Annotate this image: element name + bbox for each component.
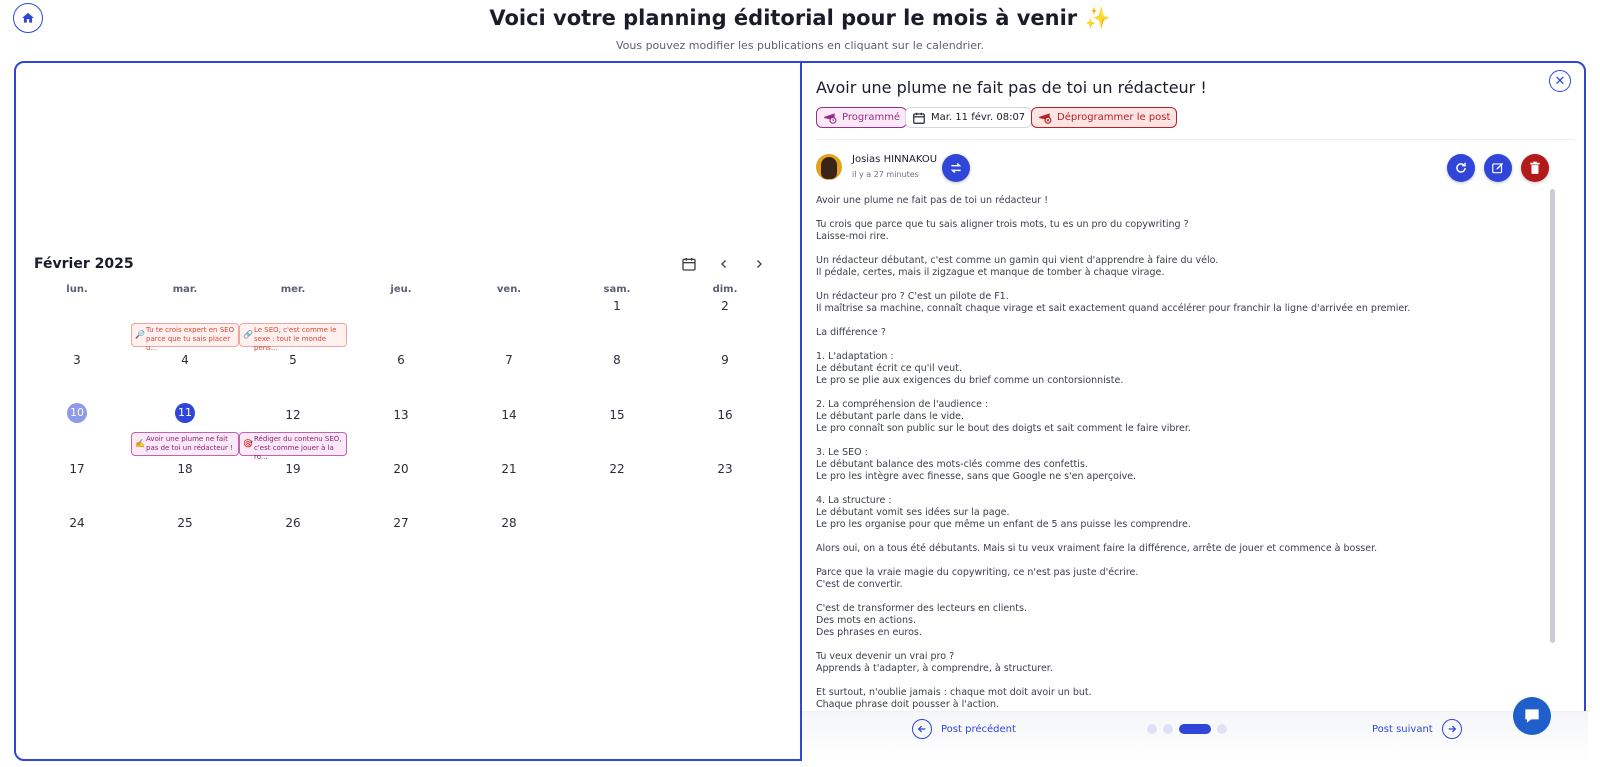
prev-month-button[interactable] <box>713 253 735 275</box>
target-icon: 🎯 <box>243 439 253 448</box>
page-title: Voici votre planning éditorial pour le mois à venir ✨ <box>489 6 1111 30</box>
calendar-panel <box>16 63 802 759</box>
edit-icon <box>1491 161 1505 175</box>
calendar-day[interactable]: 23 <box>717 462 733 476</box>
paragraph: 3. Le SEO : Le débutant balance des mots-clés comme des confettis. Le pro les intègre avec finesse, sans que Google ne s'en aperçoive. <box>816 447 1137 482</box>
calendar-day[interactable]: 19 <box>285 462 301 476</box>
weekday-label: sam. <box>603 284 631 295</box>
scrollbar[interactable] <box>1550 189 1555 643</box>
switch-account-button[interactable] <box>942 154 970 182</box>
chevron-left-icon <box>718 258 730 270</box>
unschedule-icon <box>1038 112 1052 124</box>
calendar-event[interactable] <box>239 432 347 461</box>
event-text: Rédiger du contenu SEO, c'est comme jouer à la ro... <box>254 435 342 461</box>
calendar-day[interactable]: 27 <box>393 516 409 530</box>
weekday-label: ven. <box>496 284 522 295</box>
paragraph: Alors oui, on a tous été débutants. Mais si tu veux vraiment faire la différence, arrête de jouer et commence à bosser. <box>816 543 1378 554</box>
arrow-right-icon <box>1442 719 1462 739</box>
paragraph: Et surtout, n'oublie jamais : chaque mot doit avoir un but. Chaque phrase doit pousser à l'action. <box>816 687 1092 710</box>
calendar-event[interactable] <box>239 323 347 352</box>
planner-frame <box>14 61 1586 761</box>
link-icon: 🔗 <box>243 330 253 339</box>
calendar-event[interactable] <box>131 432 239 456</box>
calendar-day[interactable]: 24 <box>69 516 85 530</box>
edit-button[interactable] <box>1484 154 1512 182</box>
post-content[interactable] <box>816 195 1556 711</box>
calendar-day[interactable]: 25 <box>177 516 193 530</box>
magnifier-icon: 🔎 <box>135 330 145 339</box>
previous-post-label: Post précédent <box>941 723 1016 735</box>
calendar-day[interactable]: 20 <box>393 462 409 476</box>
paragraph: Un rédacteur débutant, c'est comme un gamin qui vient d'apprendre à faire du vélo. Il pédale, certes, mais il zigzague et manque de tomber à chaque virage. <box>816 255 1219 278</box>
status-label: Programmé <box>842 112 901 123</box>
scheduled-icon <box>823 112 837 124</box>
pagination-dot[interactable] <box>1163 724 1173 734</box>
calendar-day[interactable]: 8 <box>613 353 621 367</box>
calendar-day[interactable]: 7 <box>505 353 513 367</box>
next-month-button[interactable] <box>748 253 770 275</box>
calendar-day[interactable]: 9 <box>721 353 729 367</box>
post-title: Avoir une plume ne fait pas de toi un rédacteur ! <box>816 78 1207 97</box>
close-button[interactable] <box>1549 70 1571 92</box>
chevron-right-icon <box>753 258 765 270</box>
paragraph: 2. La compréhension de l'audience : Le débutant parle dans le vide. Le pro connaît son public sur le bout des doigts et sait comment le faire vibrer. <box>816 399 1191 434</box>
swap-icon <box>949 161 963 175</box>
weekday-label: mar. <box>172 284 198 295</box>
event-text: Avoir une plume ne fait pas de toi un rédacteur ! <box>146 435 233 452</box>
calendar-day[interactable]: 16 <box>717 408 733 422</box>
calendar-day-today[interactable] <box>22 403 132 423</box>
previous-post-button[interactable] <box>912 719 1016 739</box>
calendar-picker-button[interactable] <box>678 253 700 275</box>
paragraph: C'est de transformer des lecteurs en clients. Des mots en actions. Des phrases en euros. <box>816 603 1027 638</box>
paragraph: 4. La structure : Le débutant vomit ses idées sur la page. Le pro les organise pour que même un enfant de 5 ans puisse les comprendre. <box>816 495 1191 530</box>
calendar-icon <box>912 111 926 125</box>
selected-day-badge: 11 <box>175 403 195 423</box>
date-label: Mar. 11 févr. 08:07 <box>931 112 1026 123</box>
event-text: Le SEO, c'est comme le sexe : tout le monde pens... <box>254 326 337 352</box>
arrow-left-icon <box>912 719 932 739</box>
paragraph: La différence ? <box>816 327 886 338</box>
chat-button[interactable] <box>1513 697 1551 735</box>
weekday-label: mer. <box>280 284 306 295</box>
weekday-label: jeu. <box>390 284 412 295</box>
calendar-day[interactable]: 1 <box>613 299 621 313</box>
pagination-dot-active[interactable] <box>1179 724 1211 734</box>
calendar-day[interactable]: 4 <box>181 353 189 367</box>
refresh-icon <box>1454 161 1468 175</box>
post-detail-panel <box>802 63 1588 759</box>
calendar-day[interactable]: 28 <box>501 516 517 530</box>
avatar <box>816 154 842 180</box>
status-badge <box>816 107 907 128</box>
calendar-day[interactable]: 6 <box>397 353 405 367</box>
delete-button[interactable] <box>1521 154 1549 182</box>
author-name: Josias HINNAKOU <box>852 154 938 165</box>
chat-icon <box>1522 706 1542 726</box>
post-pagination <box>1147 724 1227 734</box>
calendar-day[interactable]: 15 <box>609 408 625 422</box>
page-subtitle: Vous pouvez modifier les publications en cliquant sur le calendrier. <box>615 39 985 52</box>
paragraph: Tu veux devenir un vrai pro ? Apprends à t'adapter, à comprendre, à structurer. <box>816 651 1053 674</box>
calendar-month-label: Février 2025 <box>34 256 134 272</box>
close-icon: ✕ <box>1554 73 1566 89</box>
weekday-label: lun. <box>66 284 88 295</box>
calendar-day[interactable]: 26 <box>285 516 301 530</box>
next-post-button[interactable] <box>1372 719 1462 739</box>
pagination-dot[interactable] <box>1217 724 1227 734</box>
unschedule-label: Déprogrammer le post <box>1057 112 1171 123</box>
calendar-day[interactable]: 17 <box>69 462 85 476</box>
paragraph: Parce que la vraie magie du copywriting, ce n'est pas juste d'écrire. C'est de convertir. <box>816 567 1139 590</box>
today-badge: 10 <box>67 403 87 423</box>
writing-hand-icon: ✍️ <box>135 439 145 448</box>
calendar-icon <box>681 256 697 272</box>
event-text: Tu te crois expert en SEO parce que tu sais placer u... <box>146 326 235 352</box>
calendar-day[interactable]: 3 <box>73 353 81 367</box>
separator <box>816 139 1574 140</box>
next-post-label: Post suivant <box>1372 723 1433 735</box>
calendar-day-selected[interactable] <box>130 403 240 423</box>
calendar-day[interactable]: 2 <box>721 299 729 313</box>
calendar-day[interactable]: 12 <box>285 408 301 422</box>
schedule-date[interactable] <box>905 107 1032 128</box>
calendar-day[interactable]: 13 <box>393 408 409 422</box>
calendar-event[interactable] <box>131 323 239 352</box>
paragraph: Tu crois que parce que tu sais aligner trois mots, tu es un pro du copywriting ? Laisse-moi rire. <box>816 219 1189 242</box>
calendar-day[interactable]: 21 <box>501 462 517 476</box>
paragraph: 1. L'adaptation : Le débutant écrit ce qu'il veut. Le pro se plie aux exigences du brief comme un contorsionniste. <box>816 351 1124 386</box>
post-time-ago: il y a 27 minutes <box>852 170 919 179</box>
calendar-day[interactable]: 22 <box>609 462 625 476</box>
calendar-day[interactable]: 5 <box>289 353 297 367</box>
unschedule-button[interactable] <box>1031 107 1177 128</box>
paragraph: Un rédacteur pro ? C'est un pilote de F1. Il maîtrise sa machine, connaît chaque virage et sait exactement quand accélérer pour franchir la ligne d'arrivée en premier. <box>816 291 1411 314</box>
paragraph: Avoir une plume ne fait pas de toi un rédacteur ! <box>816 195 1049 206</box>
calendar-day[interactable]: 18 <box>177 462 193 476</box>
trash-icon <box>1529 161 1541 175</box>
calendar-day[interactable]: 14 <box>501 408 517 422</box>
pagination-dot[interactable] <box>1147 724 1157 734</box>
regenerate-button[interactable] <box>1447 154 1475 182</box>
weekday-label: dim. <box>712 284 738 295</box>
